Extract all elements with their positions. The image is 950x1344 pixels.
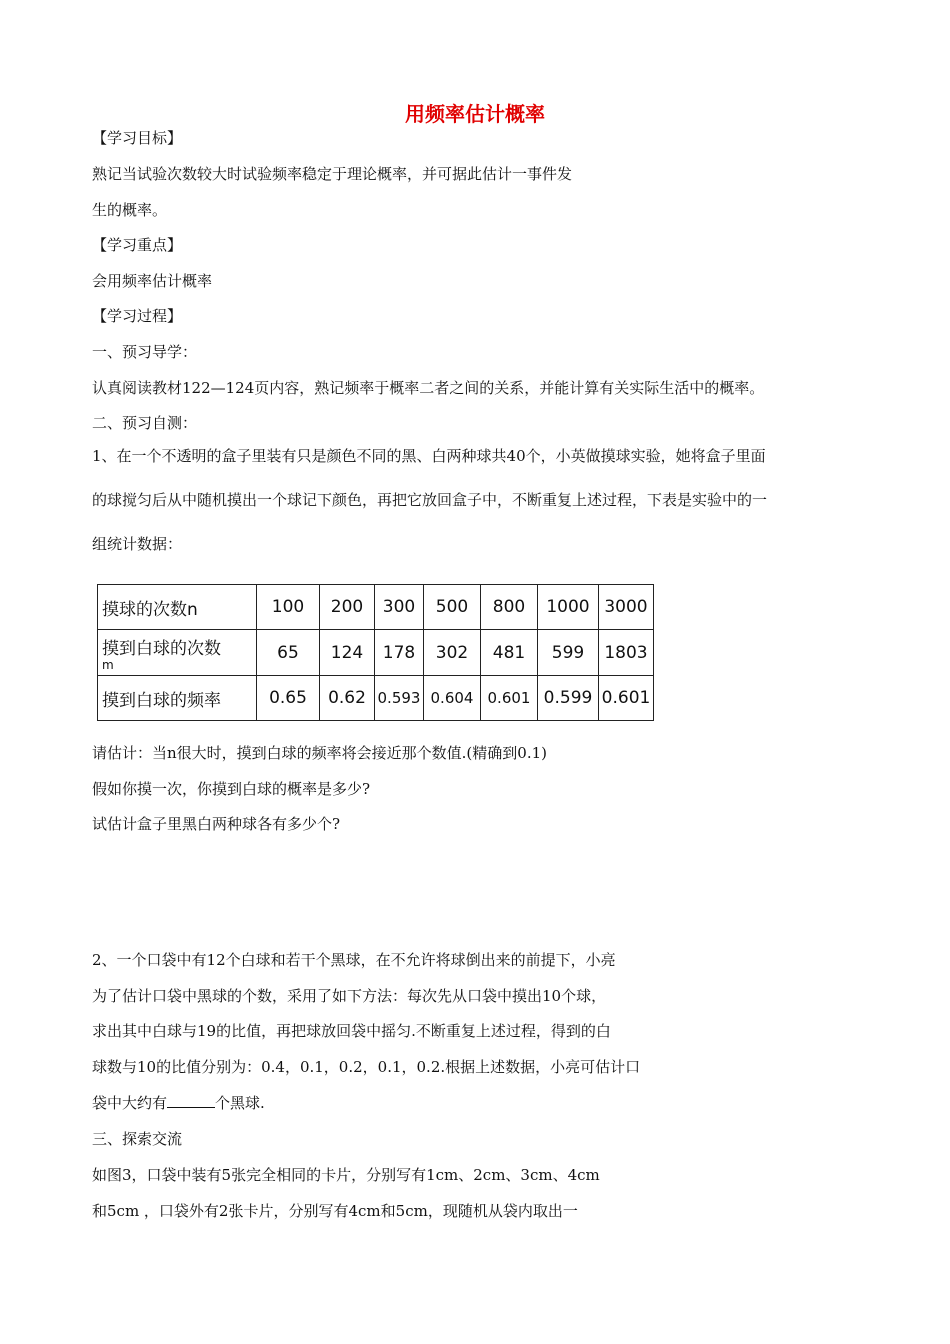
table-cell: 0.601	[481, 676, 538, 721]
objective-heading: 【学习目标】	[92, 129, 183, 147]
table-cell: 500	[424, 585, 481, 630]
page-title: 用频率估计概率	[405, 102, 545, 126]
table-cell: 124	[320, 630, 375, 676]
table-row-label: 摸到白球的频率	[98, 676, 257, 721]
table-row-label-main: 摸到白球的次数	[102, 639, 221, 659]
table-cell: 0.62	[320, 676, 375, 721]
objective-text-line-1: 熟记当试验次数较大时试验频率稳定于理论概率，并可据此估计一事件发	[92, 165, 573, 183]
table-cell: 0.599	[538, 676, 599, 721]
question-1-part-c: 试估计盒子里黑白两种球各有多少个?	[92, 815, 341, 833]
process-heading: 【学习过程】	[92, 307, 183, 325]
table-row-white-frequency	[98, 676, 654, 721]
focus-heading: 【学习重点】	[92, 236, 183, 254]
table-cell: 200	[320, 585, 375, 630]
table-cell: 302	[424, 630, 481, 676]
table-row-draw-count	[98, 585, 654, 630]
table-cell: 481	[481, 630, 538, 676]
table-row-label: 摸球的次数n	[98, 585, 257, 630]
statistics-table	[97, 584, 654, 721]
question-1-line-2: 的球搅匀后从中随机摸出一个球记下颜色，再把它放回盒子中，不断重复上述过程，下表是实验中的一	[92, 491, 768, 509]
table-row-label	[98, 630, 257, 676]
table-cell: 3000	[599, 585, 654, 630]
table-cell: 0.593	[375, 676, 424, 721]
question-1-line-1: 1、在一个不透明的盒子里装有只是颜色不同的黑、白两种球共40个，小英做摸球实验，她将盒子里面	[92, 447, 766, 465]
table-cell: 0.601	[599, 676, 654, 721]
table-cell: 599	[538, 630, 599, 676]
selftest-heading: 二、预习自测：	[92, 414, 198, 432]
focus-text: 会用频率估计概率	[92, 272, 213, 290]
table-row-label-sub: m	[102, 658, 114, 672]
table-row-white-count	[98, 630, 654, 676]
preview-heading: 一、预习导学：	[92, 343, 198, 361]
explore-text-line-2: 和5cm ，口袋外有2张卡片，分别写有4cm和5cm，现随机从袋内取出一	[92, 1202, 578, 1220]
answer-blank[interactable]	[167, 1093, 215, 1108]
table-cell: 0.65	[257, 676, 320, 721]
question-1-part-b: 假如你摸一次，你摸到白球的概率是多少?	[92, 780, 371, 798]
table-cell: 1803	[599, 630, 654, 676]
question-1-part-a: 请估计：当n很大时，摸到白球的频率将会接近那个数值.(精确到0.1)	[92, 744, 547, 762]
table-cell: 65	[257, 630, 320, 676]
table-cell: 178	[375, 630, 424, 676]
question-2-line-3: 求出其中白球与19的比值，再把球放回袋中摇匀.不断重复上述过程，得到的白	[92, 1022, 611, 1040]
question-2-line-5	[92, 1093, 265, 1113]
question-2-line-2: 为了估计口袋中黑球的个数，采用了如下方法：每次先从口袋中摸出10个球，	[92, 987, 607, 1005]
preview-text: 认真阅读教材122—124页内容，熟记频率于概率二者之间的关系，并能计算有关实际生活中的概率。	[92, 379, 765, 397]
table-cell: 300	[375, 585, 424, 630]
objective-text-line-2: 生的概率。	[92, 201, 168, 219]
explore-text-line-1: 如图3，口袋中装有5张完全相同的卡片，分别写有1cm、2cm、3cm、4cm	[92, 1166, 600, 1184]
table-cell: 100	[257, 585, 320, 630]
table-cell: 0.604	[424, 676, 481, 721]
table-cell: 800	[481, 585, 538, 630]
question-2-line-4: 球数与10的比值分别为：0.4，0.1，0.2，0.1，0.2.根据上述数据，小亮可估计口	[92, 1058, 641, 1076]
table-cell: 1000	[538, 585, 599, 630]
question-2-line-5-prefix: 袋中大约有	[92, 1094, 168, 1112]
question-2-line-5-suffix: 个黑球.	[215, 1094, 265, 1112]
explore-heading: 三、探索交流	[92, 1130, 183, 1148]
question-2-line-1: 2、一个口袋中有12个白球和若干个黑球，在不允许将球倒出来的前提下，小亮	[92, 951, 616, 969]
question-1-line-3: 组统计数据：	[92, 535, 183, 553]
